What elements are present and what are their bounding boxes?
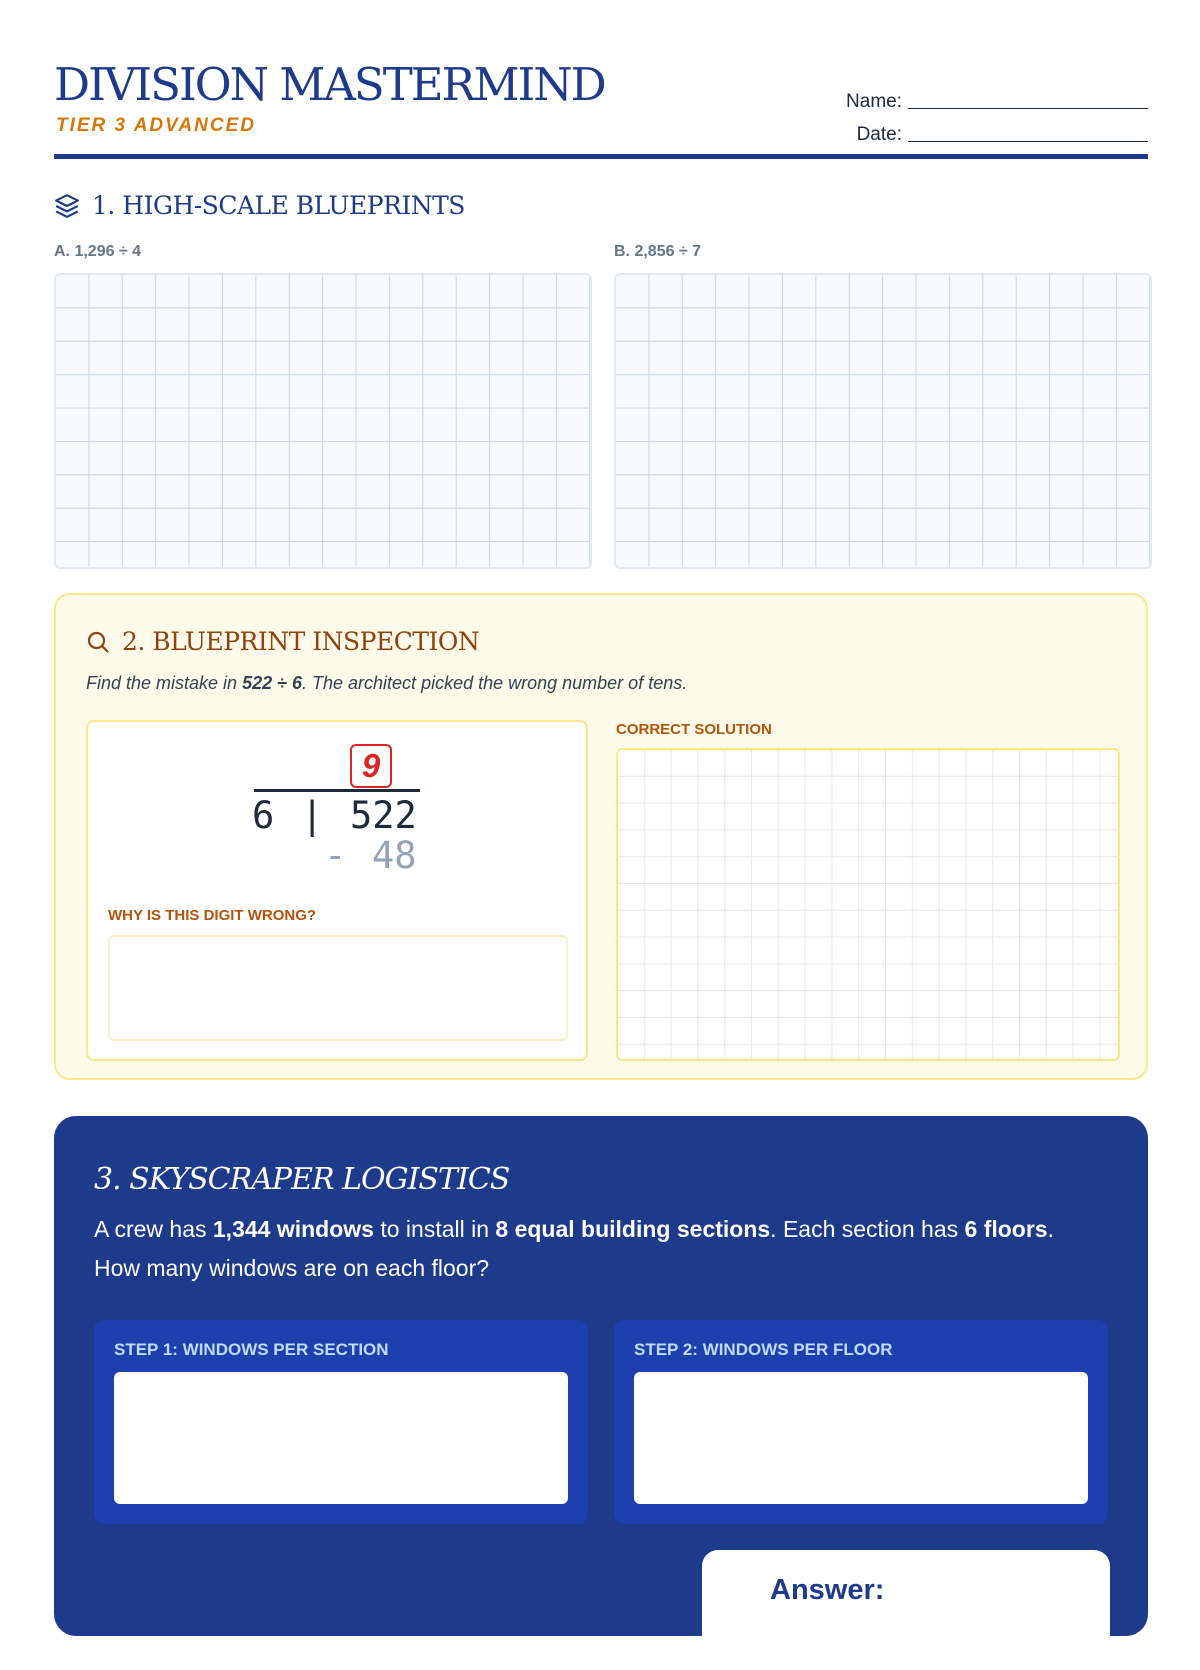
- problem-a-work-grid[interactable]: [54, 273, 592, 569]
- date-label: Date:: [856, 124, 902, 145]
- name-field-row: [818, 80, 1148, 113]
- why-answer-box[interactable]: [108, 935, 568, 1041]
- minus-sign: -: [324, 834, 347, 877]
- problem-a-label: A. 1,296 ÷ 4: [54, 243, 142, 260]
- date-field-row: [818, 113, 1148, 146]
- header-divider: [54, 154, 1148, 159]
- step1-card: [94, 1320, 588, 1524]
- step1-label: STEP 1: WINDOWS PER SECTION: [114, 1340, 389, 1359]
- why-label: WHY IS THIS DIGIT WRONG?: [108, 907, 317, 924]
- problem-text-3: . Each section has: [770, 1216, 965, 1242]
- final-answer-box[interactable]: [702, 1550, 1110, 1670]
- mistake-card: [86, 720, 588, 1061]
- prompt-problem: 522 ÷ 6: [242, 673, 303, 693]
- correct-solution-grid[interactable]: [616, 748, 1120, 1061]
- problem-sections: 8 equal building sections: [495, 1216, 771, 1242]
- subtracted-value: 48: [372, 834, 417, 877]
- blueprint-inspection-panel: [54, 593, 1148, 1080]
- problem-text-1: A crew has: [94, 1216, 213, 1242]
- problem-text-4: . How many windows are on each floor?: [94, 1216, 1054, 1281]
- section1-title: 1. HIGH-SCALE BLUEPRINTS: [92, 191, 465, 220]
- correct-solution-label: CORRECT SOLUTION: [616, 721, 772, 738]
- dividend: 522: [350, 794, 417, 837]
- date-field[interactable]: [908, 121, 1148, 142]
- search-icon: [86, 630, 110, 654]
- section3-title: 3. SKYSCRAPER LOGISTICS: [94, 1162, 510, 1197]
- worksheet-title: DIVISION MASTERMIND: [54, 58, 605, 111]
- name-field[interactable]: [908, 88, 1148, 109]
- answer-label: Answer:: [770, 1574, 885, 1606]
- divisor: 6: [252, 794, 275, 837]
- step1-answer-box[interactable]: [114, 1372, 568, 1504]
- layers-icon: [54, 193, 80, 219]
- problem-b-work-grid[interactable]: [614, 273, 1152, 569]
- section2-title: 2. BLUEPRINT INSPECTION: [122, 627, 480, 656]
- step2-label: STEP 2: WINDOWS PER FLOOR: [634, 1340, 893, 1359]
- tier-subtitle: TIER 3 ADVANCED: [56, 115, 256, 136]
- problem-b-label: B. 2,856 ÷ 7: [614, 243, 702, 260]
- problem-text-2: to install in: [373, 1216, 496, 1242]
- division-bar: [254, 789, 420, 792]
- prompt-text: Find the mistake in: [86, 673, 243, 693]
- problem-floors: 6 floors: [964, 1216, 1048, 1242]
- student-fields: [818, 80, 1148, 146]
- word-problem: [94, 1210, 1094, 1288]
- step2-answer-box[interactable]: [634, 1372, 1088, 1504]
- problem-windows: 1,344 windows: [212, 1216, 374, 1242]
- skyscraper-logistics-panel: [54, 1116, 1148, 1636]
- name-label: Name:: [846, 91, 902, 112]
- wrong-digit: 9: [350, 744, 392, 788]
- step2-card: [614, 1320, 1108, 1524]
- inspection-prompt: [86, 673, 687, 694]
- section2-heading: [86, 627, 479, 656]
- prompt-text-end: . The architect picked the wrong number of tens.: [302, 673, 688, 693]
- section1-heading: [54, 191, 465, 220]
- division-separator: |: [301, 794, 324, 837]
